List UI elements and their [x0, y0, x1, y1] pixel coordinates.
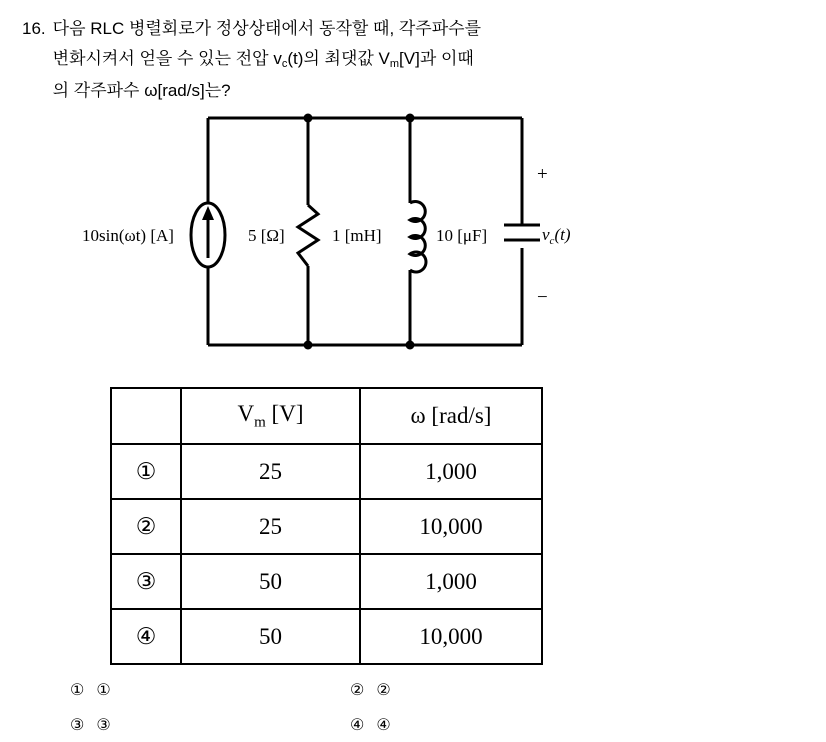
option-3-marker: ③	[70, 716, 85, 734]
capacitor-symbol	[504, 225, 540, 240]
question-line-2-text	[53, 44, 474, 76]
minus-terminal-label: −	[537, 287, 548, 308]
q2c: [V]과 이때	[399, 49, 474, 68]
table-row[interactable]	[111, 609, 542, 664]
option-2[interactable]	[350, 680, 630, 700]
question-line-1	[53, 14, 763, 44]
option-2-marker: ②	[350, 681, 365, 699]
option-row-1	[70, 672, 630, 707]
table-row[interactable]	[111, 444, 542, 499]
option-1-label: ①	[96, 681, 111, 699]
row-vm: 50	[181, 609, 360, 664]
option-3[interactable]	[70, 715, 350, 735]
header-index	[111, 388, 181, 444]
question-number: 16.	[22, 19, 46, 38]
question-line-3	[53, 76, 763, 106]
question-text	[53, 14, 763, 106]
question-line-3-text: 의 각주파수 ω[rad/s]는?	[52, 81, 231, 100]
option-row-2	[70, 707, 630, 742]
inductor-label: 1 [mH]	[332, 226, 382, 245]
table-body	[111, 444, 542, 664]
answer-options	[70, 672, 630, 742]
row-index: ④	[111, 609, 181, 664]
q2-sub-m: m	[389, 58, 400, 70]
option-4-label: ④	[376, 716, 391, 734]
out-tail: (t)	[554, 225, 571, 244]
q2a: 변화시켜서 얻을 수 있는 전압 v	[52, 49, 282, 68]
table-header-row	[111, 388, 542, 444]
row-omega: 1,000	[360, 444, 542, 499]
question-line-2	[53, 44, 763, 76]
row-vm: 50	[181, 554, 360, 609]
q2-sub-c: c	[281, 58, 288, 70]
row-index: ③	[111, 554, 181, 609]
resistor-symbol	[298, 205, 318, 266]
header-vm-unit: [V]	[265, 400, 304, 426]
row-index: ①	[111, 444, 181, 499]
row-omega: 10,000	[360, 609, 542, 664]
question-line-1-text: 다음 RLC 병렬회로가 정상상태에서 동작할 때, 각주파수를	[52, 19, 481, 38]
current-source-symbol	[191, 203, 225, 267]
row-index: ②	[111, 499, 181, 554]
resistor-label: 5 [Ω]	[248, 226, 285, 245]
header-vm-main: V	[237, 400, 255, 426]
header-vm	[181, 388, 360, 444]
option-4-marker: ④	[350, 716, 365, 734]
capacitor-label: 10 [μF]	[436, 226, 488, 245]
q2b: (t)의 최댓값 V	[287, 49, 390, 68]
header-vm-sub: m	[254, 414, 266, 431]
option-4[interactable]	[350, 715, 630, 735]
row-omega: 1,000	[360, 554, 542, 609]
option-3-label: ③	[96, 716, 111, 734]
option-1[interactable]	[70, 680, 350, 700]
row-vm: 25	[181, 444, 360, 499]
table-row[interactable]	[111, 499, 542, 554]
circuit-svg	[60, 108, 760, 368]
out-sub: c	[549, 235, 555, 247]
option-2-label: ②	[376, 681, 391, 699]
inductor-symbol	[410, 202, 426, 273]
table-row[interactable]	[111, 554, 542, 609]
row-omega: 10,000	[360, 499, 542, 554]
row-vm: 25	[181, 499, 360, 554]
circuit-figure	[60, 108, 760, 368]
question-block	[22, 14, 812, 106]
source-label: 10sin(ωt) [A]	[82, 226, 174, 245]
option-1-marker: ①	[70, 681, 85, 699]
answer-choice-table	[110, 387, 543, 665]
output-voltage-label	[542, 225, 571, 247]
out-v: v	[542, 225, 550, 244]
header-omega: ω [rad/s]	[360, 388, 542, 444]
plus-terminal-label: +	[537, 164, 548, 185]
